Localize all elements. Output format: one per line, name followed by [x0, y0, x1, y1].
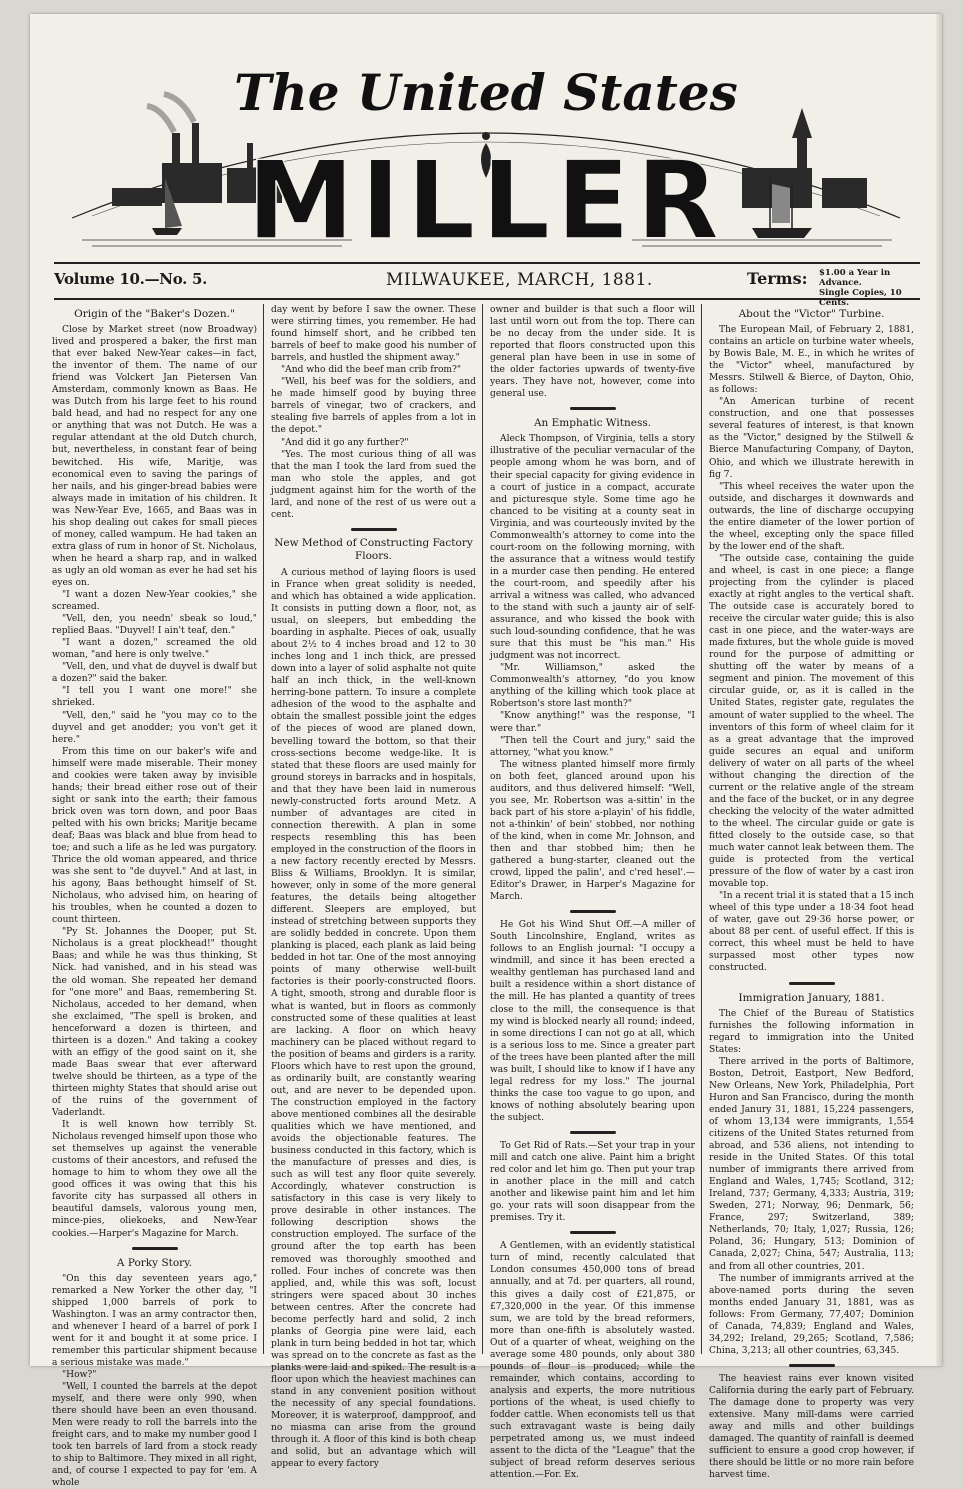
paragraph: "The outside case, containing the guide and wheel, is cast in one piece; a flange projecting from the cylinder is placed exactly at right angles to the vertical shaft. The outside case is accurately bored to receive the circular water guide; this is also cast in one piece, and the water-ways are made fixtures, but the whole guide is moved round for the purpose of admitting or shutting off the water by means of a segment and pinion. The movement of this circular guide, or, as it is called in the United States, register gate, regulates the amount of water supplied to the wheel. The inventors of this form of wheel claim for it as a great advantage that the improved guide secures an equal and uniform delivery of water on all parts of the wheel without changing the direction of the current or the relative angle of the stream and the face of the bucket, or in any degree checking the velocity of the water admitted to the wheel. The circular guide or gate is fitted closely to the outside case, so that much water cannot leak between them. The guide is protected from the vertical pressure of the flow of water by a cast iron movable top.	[709, 553, 914, 890]
headline-victor-turbine: About the "Victor" Turbine.	[738, 308, 885, 320]
paragraph: owner and builder is that such a floor will last until worn out from the top. There can be no decay from the under side. It is reported that floors constructed upon this general plan have been in use in some of the older factories upwards of twenty-five years. They have not, however, come into general use.	[490, 305, 695, 400]
city-date: MILWAUKEE, MARCH, 1881.	[386, 270, 653, 290]
paragraph: Close by Market street (now Broadway) lived and prospered a baker, the first man that ever baked New-Year cakes—in fact, the inventor of them. The name of our friend was Volckert Jan Pietersen Van Amsterdam, commonly known as Baas. He was Dutch from his large feet to his round bald head, and had no respect for any one or anything that was not Dutch. He was a regular attendant at the old Dutch church, but, nevertheless, in constant fear of being bewitched. His wife, Maritje, was economical even to saving the parings of her nails, and his ginger-bread babies were always made in imitation of his children. It was New-Year Eve, 1665, and Baas was in his shop dealing out cakes for small pieces of money, called wampum. He had taken an extra glass of rum in honor of St. Nicholaus, when he heard a sharp rap, and in walked as ugly an old woman as ever he had set his eyes on.	[52, 325, 257, 588]
paragraph: "Yes. The most curious thing of all was that the man I took the lard from sued the man who stole the apples, and got judgment against him for the worth of the lard, and none of the rest of us were out a cent.	[271, 449, 476, 520]
ornament-divider	[490, 1227, 695, 1237]
price-year: $1.00 a Year in Advance.	[819, 268, 891, 288]
masthead-illustration	[52, 28, 920, 266]
paragraph: The number of immigrants arrived at the above-named ports during the seven months ended January 31, 1881, was as follows: From Germany, 77,407; Dominion of Canada, 74,839; England and Wales, 34,292; Ireland, 29,265; Scotland, 7,586; China, 3,213; all other countries, 63,345.	[709, 1273, 914, 1356]
paragraph: A Gentlemen, with an evidently statistical turn of mind, recently calculated that London consumes 450,000 tons of bread annually, and at 7d. per quarters, all round, this gives a daily cost of £21,875, or £7,320,000 in the year. Of this immense sum, we are told by the bread reformers, more than one-fifth is absolutely wasted. Out of a quarter of wheat, weighing on the average some 480 pounds, only about 380 pounds of flour is produced; while the remainder, which contains, according to analysis and experts, the more nutritious portions of the wheat, is used chiefly to fodder cattle. When economists tell us that such extravagant waste is being daily perpetrated among us, we must indeed assent to the dicta of the "League" that the subject of bread reform deserves serious attention.—For. Ex.	[490, 1241, 695, 1481]
paragraph: "An American turbine of recent construction, and one that possesses several features of interest, is that known as the "Victor," designed by the Stilwell & Bierce Manufacturing Company, of Dayton, Ohio, and which we illustrate herewith in fig 7.	[709, 397, 914, 480]
masthead-title-main: MILLER	[246, 139, 726, 264]
ornament-divider	[490, 1127, 695, 1137]
paragraph: "This wheel receives the water upon the outside, and discharges it downwards and outwards, the line of discharge occupying the entire diameter of the lower portion of the wheel, excepting only the space filled by the lower end of the shaft.	[709, 481, 914, 552]
paragraph: "And who did the beef man crib from?"	[281, 365, 462, 376]
ornament-divider	[709, 978, 914, 988]
paragraph: "And did it go any further?"	[281, 437, 409, 448]
column-2	[271, 304, 476, 1470]
paragraph: "On this day seventeen years ago," remarked a New Yorker the other day, "I shipped 1,000 barrels of pork to Washington. I was an army contractor then, and whenever I heard of a barrel of pork I went for it and bought it at some price. I remember this particular shipment because a serious mistake was made."	[52, 1273, 257, 1368]
paragraph: The Chief of the Bureau of Statistics furnishes the following information in regard to immigration into the United States:	[709, 1008, 914, 1055]
column-rule	[482, 304, 483, 1354]
headline-factory-floors: New Method of Constructing Factory Floors.	[274, 536, 473, 562]
paragraph: "Then tell the Court and jury," said the attorney, "what you know."	[490, 735, 695, 758]
paragraph: "I want a dozen New-Year cookies," she screamed.	[52, 590, 257, 613]
ornament-divider	[271, 524, 476, 534]
paragraph: "Vell, den, und vhat de duyvel is dwalf but a dozen?" said the baker.	[52, 662, 257, 685]
price-info	[819, 268, 920, 308]
paragraph: "I tell you I want one more!" she shrieked.	[52, 686, 257, 709]
paragraph: "Well, his beef was for the soldiers, and he made himself good by buying three barrels of vinegar, two of crackers, and stealing five barrels of apples from a lot in the depot."	[271, 377, 476, 436]
ornament-divider	[490, 906, 695, 916]
paragraph: A curious method of laying floors is used in France when great solidity is needed, and which has obtained a wide application. It consists in putting down a floor, not, as usual, on sleepers, but embedding the boarding in asphalte. Pieces of oak, usually about 2½ to 4 inches broad and 12 to 30 inches long and 1 inch thick, are pressed down into a layer of solid asphalte not quite half an inch thick, in the well-known herring-bone pattern. To insure a complete adhesion of the wood to the asphalte and obtain the smallest possible joint the edges of the pieces of wood are planed down, bevelling toward the bottom, so that their cross-sections become wedge-like. It is stated that these floors are used mainly for ground storeys in barracks and in hospitals, and that they have been laid in numerous newly-constructed forts around Metz. A number of advantages are cited in connection therewith. A plan in some respects resembling this has been employed in the construction of the floors in a new factory recently erected by Messrs. Bliss & Williams, Brooklyn. It is similar, however, only in some of the more general features, the details being altogether different. Sleepers are employed, but instead of stretching between supports they are solidly bedded in concrete. Upon them planking is placed, each plank as laid being bedded in hot tar. One of the most annoying points of many otherwise well-built factories is their poorly-constructed floors. A tight, smooth, strong and durable floor is what is wanted, but in floors as commonly constructed some of these qualities at least are lacking. A floor on which heavy machinery can be placed without regard to the position of beams and girders is a rarity. Floors which have to rest upon the ground, as ordinarily built, are constantly wearing out, and are never to be depended upon. The construction employed in the factory above mentioned combines all the desirable qualities which we have mentioned, and avoids the objectionable features. The business conducted in this factory, which is the manufacture of presses and dies, is such as will test any floor quite severely. Accordingly, whatever construction is satisfactory in this case is very likely to prove desirable in other instances. The following description shows the construction employed. The surface of the ground after the top earth has been removed was thoroughly smoothed and rolled. Four inches of concrete was then applied, and, while this was soft, locust stringers were spaced about 30 inches between centres. After the concrete had become perfectly hard and solid, 2 inch planks of Georgia pine were laid, each plank in turn being bedded in hot tar, which was spread on to the concrete as fast as the planks were laid and spiked. The result is a floor upon which the heaviest machines can stand in any convenient position without the necessity of any special foundations. Moreover, it is waterproof, dampproof, and no miasma can arise from the ground through it. A floor of this kind is both cheap and solid, but an advantage which will appear to every factory	[271, 567, 476, 1470]
headline-immigration: Immigration January, 1881.	[738, 991, 885, 1004]
paragraph: There arrived in the ports of Baltimore, Boston, Detroit, Eastport, New Bedford, New Orleans, New York, Philadelphia, Port Huron and San Francisco, during the month ended Janury 31, 1881, 15,224 passengers, of whom 13,134 were immigrants, 1,554 citizens of the United States returned from abroad, and 536 aliens, not intending to reside in the United States. Of this total number of immigrants there arrived from England and Wales, 1,745; Scotland, 312; Ireland, 737; Germany, 4,333; Austria, 319; Sweden, 271; Norway, 96; Denmark, 56; France, 297; Switzerland, 389; Netherlands, 70; Italy, 1,027; Russia, 126; Poland, 36; Hungary, 513; Dominion of Canada, 2,027; China, 547; Australia, 113; and from all other countries, 201.	[709, 1056, 914, 1272]
paragraph: The heaviest rains ever known visited California during the early part of February. The damage done to property was very extensive. Many mill-dams were carried away and mills and other buildings damaged. The quantity of rainfall is deemed sufficient to ensure a good crop however, if there should be little or no more rain before harvest time.	[709, 1373, 914, 1481]
volume-number: Volume 10.—No. 5.	[54, 270, 208, 288]
column-rule	[263, 304, 264, 1354]
column-4	[709, 304, 914, 1481]
paragraph: day went by before I saw the owner. These were stirring times, you remember. He had found himself short, and he cribbed ten barrels of beef to make good his number of barrels, and hustled the shipment away."	[271, 305, 476, 364]
price-single: Single Copies, 10 Cents.	[819, 288, 902, 308]
headline-bakers-dozen: Origin of the "Baker's Dozen."	[74, 308, 235, 320]
headline-porky-story: A Porky Story.	[116, 1256, 193, 1269]
terms-label: Terms:	[747, 269, 808, 288]
paragraph: "Well, I counted the barrels at the depot myself, and there were only 990, when there should have been an even thousand. Men were ready to roll the barrels into the freight cars, and to make my number good I took ten barrels of lard from a stock ready to ship to Baltimore. They mixed in all right, and, of course I expected to pay for 'em. A whole	[52, 1381, 257, 1489]
ornament-divider	[52, 1243, 257, 1253]
paragraph: From this time on our baker's wife and himself were made miserable. Their money and cookies were taken away by invisible hands; their bread either rose out of their sight or sank into the earth; their famous brick oven was torn down, and poor Baas pelted with his own bricks; Maritje became deaf; Baas was black and blue from head to toe; and such a life as he led was purgatory. Thrice the old woman appeared, and thrice was she sent to "de duyvel." And at last, in his agony, Baas bethought himself of St. Nicholaus, who advised him, on hearing of his troubles, when he counted a dozen to count thirteen.	[52, 746, 257, 926]
column-1	[52, 304, 257, 1489]
column-rule	[701, 304, 702, 1354]
newspaper-page	[30, 14, 942, 1489]
paragraph: It is well known how terribly St. Nicholaus revenged himself upon those who set themselves up against the venerable customs of their ancestors, and refused the homage to him to whom they owe all the good offices it was owing that this his favorite city has surpassed all others in beautiful damsels, valorous young men, mince-pies, oliekoeks, and New-Year cookies.—Harper's Magazine for March.	[52, 1120, 257, 1239]
paragraph: "Vell, den, you needn' sbeak so loud," replied Baas. "Duyvel! I ain't teaf, den."	[52, 614, 257, 637]
headline-emphatic-witness: An Emphatic Witness.	[533, 417, 652, 430]
paragraph: Aleck Thompson, of Virginia, tells a story illustrative of the peculiar vernacular of the people among whom he was born, and of their special capacity for giving evidence in a court of justice in a compact, accurate and picturesque style. Some time ago he chanced to be visiting at a county seat in Virginia, and was courteously invited by the Commonwealth's attorney to come into the court-room on the following morning, with the assurance that a witness would testify in a murder case then pending. He entered the court-room, and speedily after his arrival a witness was called, who advanced to the stand with such a jaunty air of self-assurance, and who kissed the book with such loud-sounding confidence, that he was sure that this must be "his man." His judgment was not incorrect.	[490, 434, 695, 662]
paragraph: To Get Rid of Rats.—Set your trap in your mill and catch one alive. Paint him a bright red color and let him go. Then put your trap in another place in the mill and catch another and likewise paint him and let him go. your rats will soon disappear from the premises. Try it.	[490, 1141, 695, 1224]
article-columns	[52, 304, 922, 1489]
paragraph: "I want a dozen," screamed the old woman, "and here is only twelve."	[52, 638, 257, 661]
paragraph: He Got his Wind Shut Off.—A miller of South Lincolnshire, England, writes as follows to an English journal: "I occupy a windmill, and since it has been erected a wealthy gentleman has purchased land and built a residence within a short distance of the mill. He has planted a quantity of trees close to the mill, the consequence is that my wind is blocked nearly all round; indeed, in some directions I can not go at all, which is a serious loss to me. Since a greater part of the trees have been planted after the mill was built, I should like to know if I have any legal redress for my loss." The journal thinks the case too vague to go upon, and knows of nothing absolutely bearing upon the subject.	[490, 920, 695, 1123]
dateline-bar	[54, 262, 920, 308]
paragraph: "How?"	[62, 1369, 97, 1380]
masthead	[52, 28, 920, 266]
paragraph: "Mr. Williamson," asked the Commonwealth's attorney, "do you know anything of the killing which took place at Robertson's store last month?"	[490, 663, 695, 710]
paragraph: "Vell, den," said he "you may co to the duyvel and get anodder; you von't get it here."	[52, 710, 257, 745]
ornament-divider	[709, 1360, 914, 1370]
paragraph: "Py St. Johannes the Dooper, put St. Nicholaus is a great plockhead!" thought Baas; and while he was thus thinking, St Nick. had vanished, and in his stead was the old woman. She repeated her demand for "one more" and Baas, remembering St. Nicholaus, acceded to her demand, when she exclaimed, "The spell is broken, and henceforward a dozen is thirteen, and thirteen is a dozen." And taking a cookey with an effigy of the good saint on it, she made Baas swear that ever afterward twelve should be thirteen, as a type of the thirteen mighty States that should arise out of the ruins of the government of Vaderlandt.	[52, 927, 257, 1119]
page-edge-shadow	[936, 14, 942, 1366]
column-3	[490, 304, 695, 1481]
paragraph: The European Mail, of February 2, 1881, contains an article on turbine water wheels, by Bowis Bale, M. E., in which he writes of the "Victor" wheel, manufactured by Messrs. Stilwell & Bierce, of Dayton, Ohio, as follows:	[709, 325, 914, 396]
paragraph: "In a recent trial it is stated that a 15 inch wheel of this type under a 18·34 foot head of water, gave out 29·36 horse power, or about 88 per cent. of useful effect. If this is correct, this wheel must be held to have surpassed most other types now constructed.	[709, 891, 914, 974]
ornament-divider	[490, 403, 695, 413]
masthead-title-top: The United States	[234, 63, 738, 122]
paragraph: "Know anything!" was the response, "I were thar."	[490, 711, 695, 734]
paragraph: The witness planted himself more firmly on both feet, glanced around upon his auditors, and thus delivered himself: "Well, you see, Mr. Robertson was a-sittin' in the back part of his store a-playin' of his fiddle, not a-thinkin' of bein' stobbed, nor nothing of the kind, when in come Mr. Johnson, and then and thar stobbed him; then he gathered a bung-starter, cleaned out the crowd, lipped the palin', and c'red hesel'.—Editor's Drawer, in Harper's Magazine for March.	[490, 759, 695, 903]
